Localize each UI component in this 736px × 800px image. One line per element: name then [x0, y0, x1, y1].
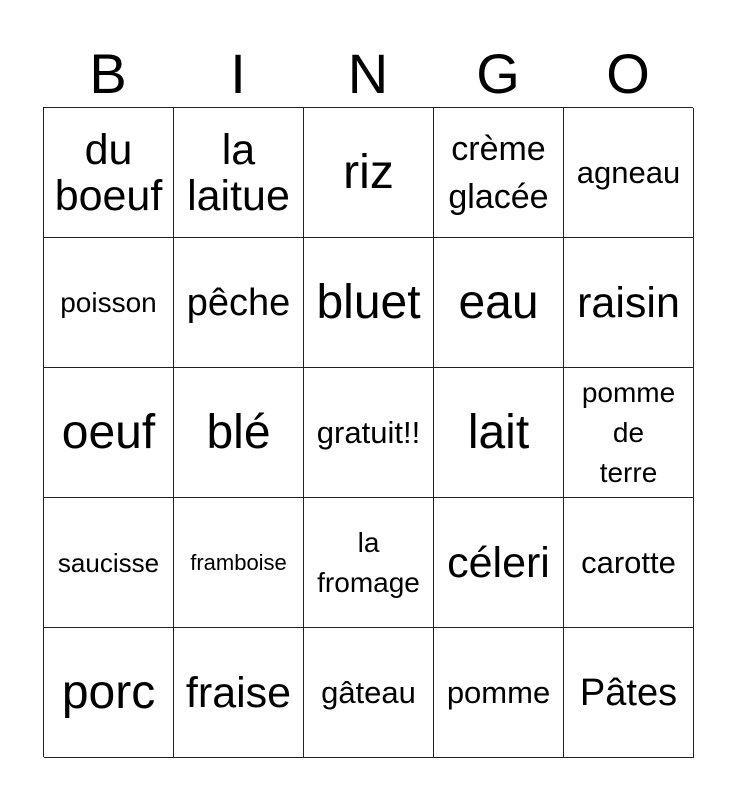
- cell-label: la laitue: [187, 125, 290, 220]
- cell-label: crème glacée: [448, 129, 549, 216]
- header-letter-i: I: [230, 42, 246, 105]
- cell-label: carotte: [581, 544, 676, 580]
- bingo-grid: [43, 107, 693, 757]
- cell-label: raisin: [577, 278, 680, 327]
- cell-label: céleri: [447, 538, 550, 587]
- bingo-cell[interactable]: [44, 238, 174, 368]
- bingo-cell[interactable]: [174, 238, 304, 368]
- bingo-cell[interactable]: [304, 368, 434, 498]
- bingo-cell[interactable]: [44, 108, 174, 238]
- cell-label: bluet: [316, 275, 421, 329]
- bingo-cell[interactable]: [564, 628, 694, 758]
- bingo-cell[interactable]: [434, 498, 564, 628]
- bingo-cell[interactable]: [174, 108, 304, 238]
- bingo-cell[interactable]: [174, 498, 304, 628]
- bingo-cell[interactable]: [564, 368, 694, 498]
- cell-label: riz: [343, 145, 394, 199]
- bingo-cell[interactable]: [304, 238, 434, 368]
- cell-label: gratuit!!: [316, 414, 421, 450]
- cell-label: saucisse: [57, 547, 160, 578]
- bingo-cell[interactable]: [434, 108, 564, 238]
- cell-label: du boeuf: [54, 125, 163, 220]
- cell-label: framboise: [190, 549, 287, 575]
- cell-label: pêche: [186, 281, 291, 324]
- bingo-cell[interactable]: [564, 238, 694, 368]
- header-letter-g: G: [476, 42, 520, 105]
- bingo-cell[interactable]: [44, 628, 174, 758]
- bingo-cell[interactable]: [434, 238, 564, 368]
- bingo-cell[interactable]: [304, 108, 434, 238]
- cell-label: pomme: [446, 674, 551, 710]
- cell-label: la fromage: [317, 526, 420, 598]
- header-letter-n: N: [347, 42, 389, 105]
- cell-label: poisson: [60, 286, 157, 318]
- cell-label: gâteau: [321, 674, 416, 710]
- header-letter-o: O: [606, 42, 650, 105]
- cell-label: Pâtes: [579, 671, 678, 714]
- bingo-cell[interactable]: [564, 108, 694, 238]
- header-letter-b: B: [89, 42, 127, 105]
- bingo-cell[interactable]: [434, 628, 564, 758]
- bingo-cell[interactable]: [44, 498, 174, 628]
- cell-label: eau: [458, 275, 539, 329]
- bingo-cell[interactable]: [304, 498, 434, 628]
- cell-label: blé: [206, 405, 271, 459]
- bingo-cell[interactable]: [564, 498, 694, 628]
- bingo-cell[interactable]: [434, 368, 564, 498]
- bingo-cell[interactable]: [174, 368, 304, 498]
- cell-label: oeuf: [61, 405, 156, 459]
- cell-label: pomme de terre: [581, 376, 676, 488]
- cell-label: lait: [467, 405, 530, 459]
- bingo-cell[interactable]: [174, 628, 304, 758]
- bingo-cell[interactable]: [304, 628, 434, 758]
- cell-label: fraise: [185, 668, 292, 717]
- cell-label: porc: [61, 665, 156, 719]
- bingo-cell[interactable]: [44, 368, 174, 498]
- cell-label: agneau: [576, 154, 681, 190]
- bingo-header: [43, 40, 693, 108]
